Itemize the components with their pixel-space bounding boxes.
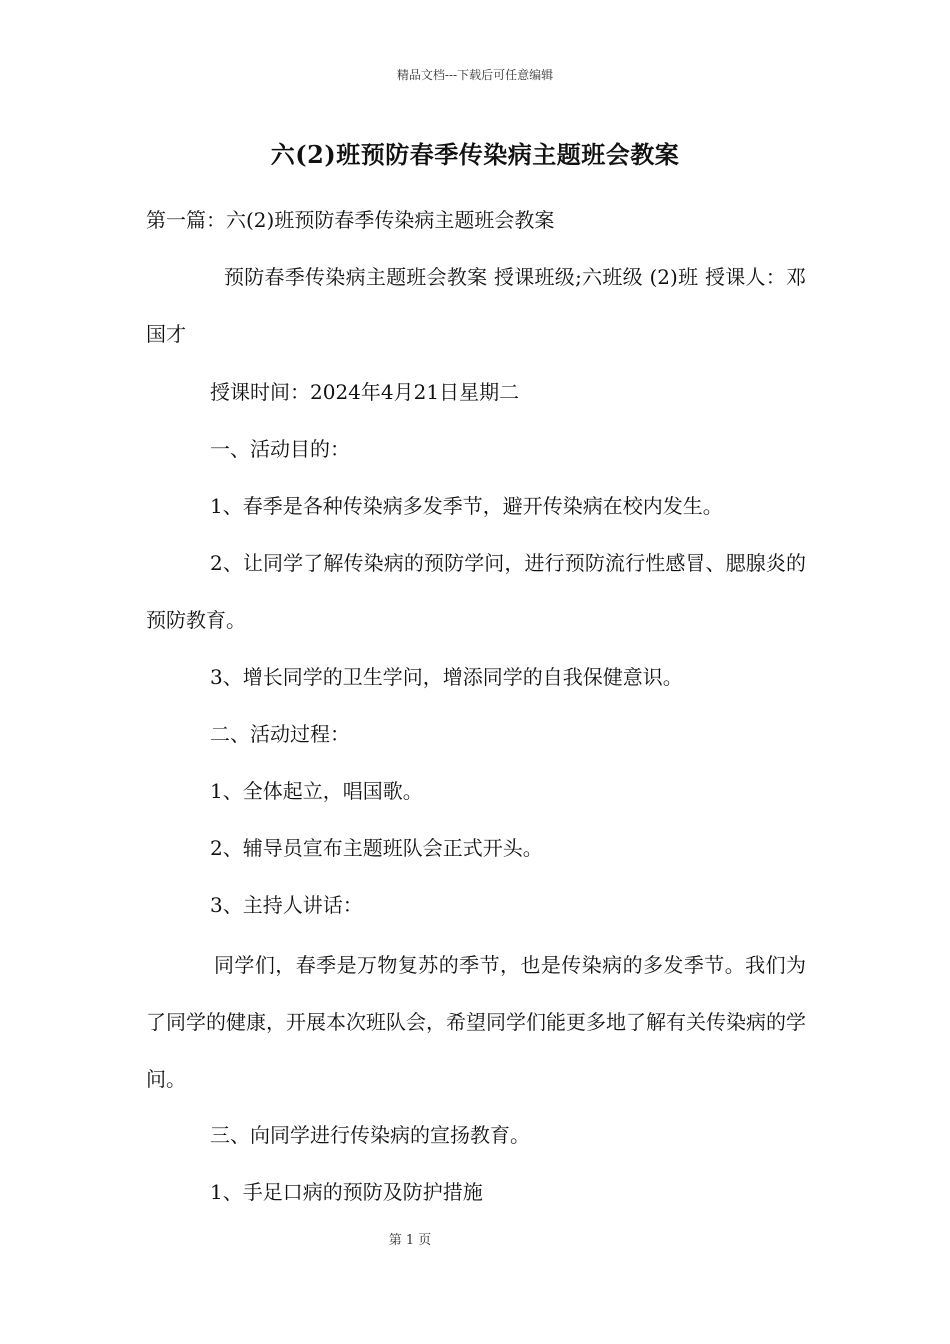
part1-item-1: 1、春季是各种传染病多发季节，避开传染病在校内发生。 bbox=[210, 494, 723, 518]
part1-item-2: 2、让同学了解传染病的预防学问，进行预防流行性感冒、腮腺炎的预防教育。 bbox=[146, 551, 806, 632]
page-number: 第 1 页 bbox=[388, 1233, 432, 1248]
intro-paragraph: 预防春季传染病主题班会教案 授课班级;六班级 (2)班 授课人：邓国才 bbox=[146, 265, 806, 346]
section-heading: 第一篇：六(2)班预防春季传染病主题班会教案 bbox=[146, 208, 555, 232]
part2-item-2: 2、辅导员宣布主题班队会正式开头。 bbox=[210, 836, 543, 860]
page-header: 精品文档---下载后可任意编辑 bbox=[396, 68, 554, 82]
part2-item-1: 1、全体起立，唱国歌。 bbox=[210, 779, 423, 803]
part2-item-3: 3、主持人讲话： bbox=[210, 893, 363, 917]
document-title: 六(2)班预防春季传染病主题班会教案 bbox=[270, 140, 680, 169]
part3-item-1: 1、手足口病的预防及防护措施 bbox=[210, 1180, 483, 1204]
part1-item-3: 3、增长同学的卫生学问，增添同学的自我保健意识。 bbox=[210, 665, 683, 689]
part1-heading: 一、活动目的： bbox=[210, 437, 350, 461]
part2-heading: 二、活动过程： bbox=[210, 722, 350, 746]
part3-heading: 三、向同学进行传染病的宣扬教育。 bbox=[210, 1123, 530, 1147]
host-speech-paragraph: 同学们，春季是万物复苏的季节，也是传染病的多发季节。我们为了同学的健康，开展本次班队会，希望同学们能更多地了解有关传染病的学问。 bbox=[146, 953, 806, 1091]
lesson-time: 授课时间：2024年4月21日星期二 bbox=[210, 380, 520, 404]
